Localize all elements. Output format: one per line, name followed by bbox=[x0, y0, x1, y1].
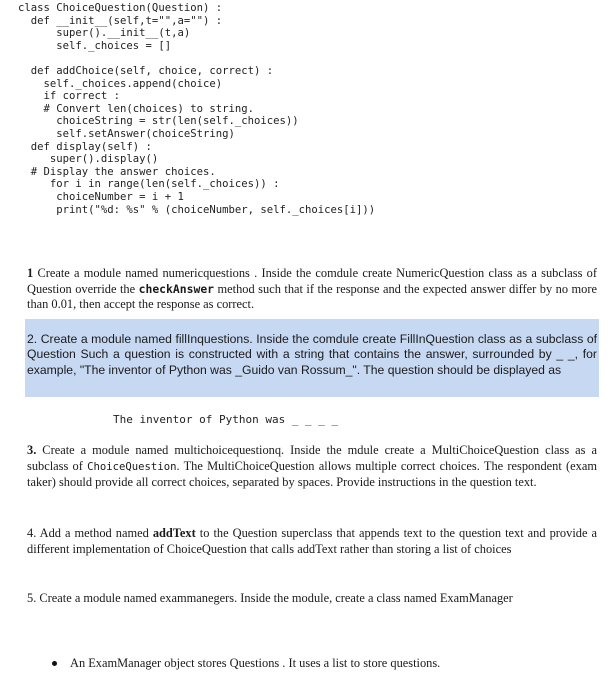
code-line: super().display() bbox=[18, 153, 159, 166]
code-line: self._choices.append(choice) bbox=[18, 77, 223, 90]
code-line: choiceNumber = i + 1 bbox=[18, 190, 184, 203]
code-line: # Convert len(choices) to string. bbox=[18, 102, 254, 115]
question-4-method: addText bbox=[152, 526, 196, 540]
code-line: def display(self) : bbox=[18, 140, 152, 153]
code-line: for i in range(len(self._choices)) : bbox=[18, 178, 280, 191]
code-line bbox=[18, 52, 608, 65]
question-1-text-b: method such that if the response and the expected answer differ by no more than 0.01, then accept the response as correct. bbox=[27, 281, 597, 312]
question-4 bbox=[27, 526, 597, 557]
question-1 bbox=[27, 266, 597, 313]
code-line: self.setAnswer(choiceString) bbox=[18, 127, 235, 140]
code-line: # Display the answer choices. bbox=[18, 165, 216, 178]
bullet-dot-icon bbox=[52, 661, 57, 666]
question-5: 5. Create a module named exammanegers. Inside the module, create a class named ExamManager bbox=[27, 591, 513, 605]
code-line: if correct : bbox=[18, 90, 121, 103]
question-3-text-a: Create a module named multichoicequestionq. Inside the mdule create a MultiChoiceQuestion class as a subclass of bbox=[27, 443, 597, 473]
code-line: self._choices = [] bbox=[18, 39, 172, 52]
question-3-number: 3. bbox=[27, 443, 37, 457]
bullet-item bbox=[52, 656, 592, 671]
code-line: class ChoiceQuestion(Question) : bbox=[18, 2, 223, 14]
question-2: 2. Create a module named fillInquestions. Inside the comdule create FillInQuestion class as a subclass of Question Such a question is constructed with a string that contains the answer, surrounded by _ _, for example, "The inventor of Python was _Guido van Rossum_". The question should be displayed as bbox=[27, 332, 597, 377]
question-1-number: 1 bbox=[27, 266, 34, 280]
bullet-text: An ExamManager object stores Questions . It uses a list to store questions. bbox=[70, 656, 441, 670]
code-line: def __init__(self,t="",a="") : bbox=[18, 14, 223, 27]
question-1-method: checkAnswer bbox=[138, 281, 215, 296]
question-3 bbox=[27, 443, 597, 491]
code-line: choiceString = str(len(self._choices)) bbox=[18, 115, 299, 128]
code-block bbox=[18, 2, 608, 216]
code-line: def addChoice(self, choice, correct) : bbox=[18, 64, 274, 77]
question-4-text-a: 4. Add a method named bbox=[27, 526, 153, 540]
question-3-text-b: . The MultiChoiceQuestion allows multiple correct choices. The respondent (exam taker) should provide all correct choices, separated by spaces. Provide instructions in the question text. bbox=[27, 458, 597, 490]
code-line: super().__init__(t,a) bbox=[18, 27, 191, 40]
question-2-example: The inventor of Python was _ _ _ _ bbox=[113, 413, 339, 426]
question-3-class: ChoiceQuestion bbox=[87, 460, 177, 473]
question-4-text-b: to the Question superclass that appends text to the question text and provide a different implementation of ChoiceQuestion that calls addText rather than storing a list of choices bbox=[27, 526, 597, 556]
question-1-text-a: Create a module named numericquestions . Inside the comdule create NumericQuestion class as a subclass of Question override the bbox=[27, 266, 597, 296]
code-line: print("%d: %s" % (choiceNumber, self._choices[i])) bbox=[18, 203, 376, 216]
